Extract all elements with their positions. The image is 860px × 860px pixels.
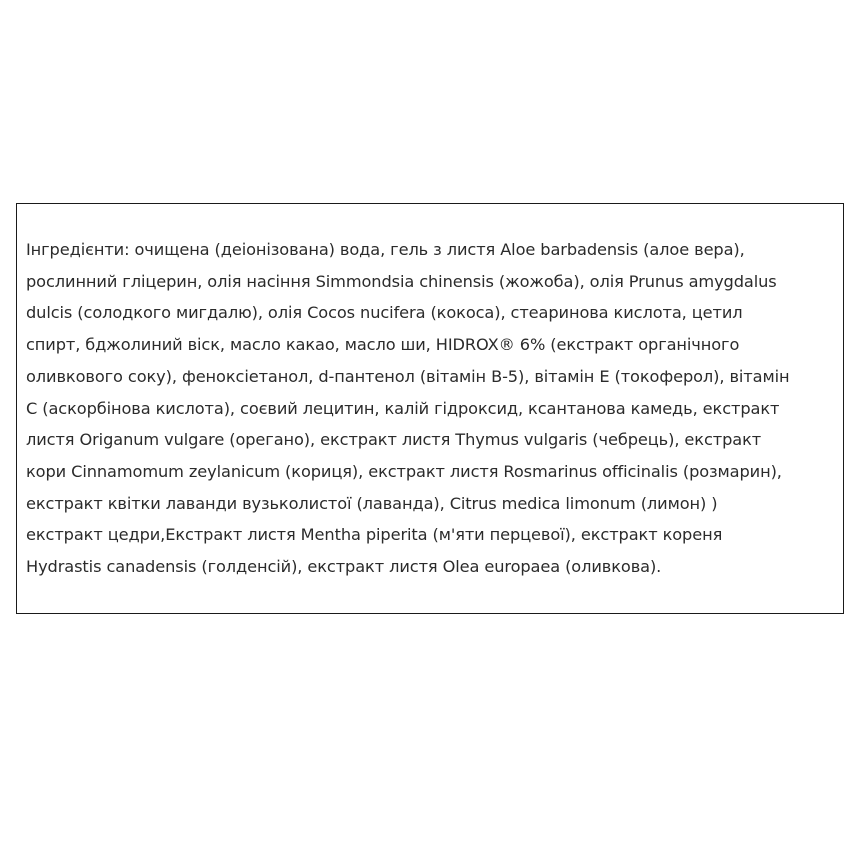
ingredients-line-7: листя Origanum vulgare (орегано), екстракт листя Thymus vulgaris (чебрець), екстракт [26, 430, 762, 450]
ingredients-text [26, 234, 833, 583]
ingredients-line-8: кори Cinnamomum zeylanicum (кориця), екстракт листя Rosmarinus officinalis (розмарин), [26, 461, 782, 481]
ingredients-line-11: Hydrastis canadensis (голденсій), екстракт листя Olea europaea (оливкова). [26, 557, 662, 577]
ingredients-line-1: Інгредієнти: очищена (деіонізована) вода, гель з листя Aloe barbadensis (алое вера), [26, 240, 745, 259]
ingredients-box [16, 203, 844, 614]
ingredients-line-5: оливкового соку), феноксіетанол, d-пантенол (вітамін B-5), вітамін E (токоферол), вітамін [26, 366, 790, 386]
ingredients-line-3: dulcis (солодкого мигдалю), олія Cocos nucifera (кокоса), стеаринова кислота, цетил [26, 303, 743, 323]
ingredients-line-2: рослинний гліцерин, олія насіння Simmondsia chinensis (жожоба), олія Prunus amygdalus [26, 271, 777, 291]
ingredients-line-6: C (аскорбінова кислота), соєвий лецитин, калій гідроксид, ксантанова камедь, екстракт [26, 398, 780, 418]
ingredients-line-9: екстракт квітки лаванди вузьколистої (лаванда), Citrus medica limonum (лимон) ) [26, 493, 718, 513]
ingredients-line-4: спирт, бджолиний віск, масло какао, масло ши, HIDROX® 6% (екстракт органічного [26, 335, 740, 355]
ingredients-line-10: екстракт цедри,Екстракт листя Mentha piperita (м'яти перцевої), екстракт кореня [26, 525, 723, 545]
